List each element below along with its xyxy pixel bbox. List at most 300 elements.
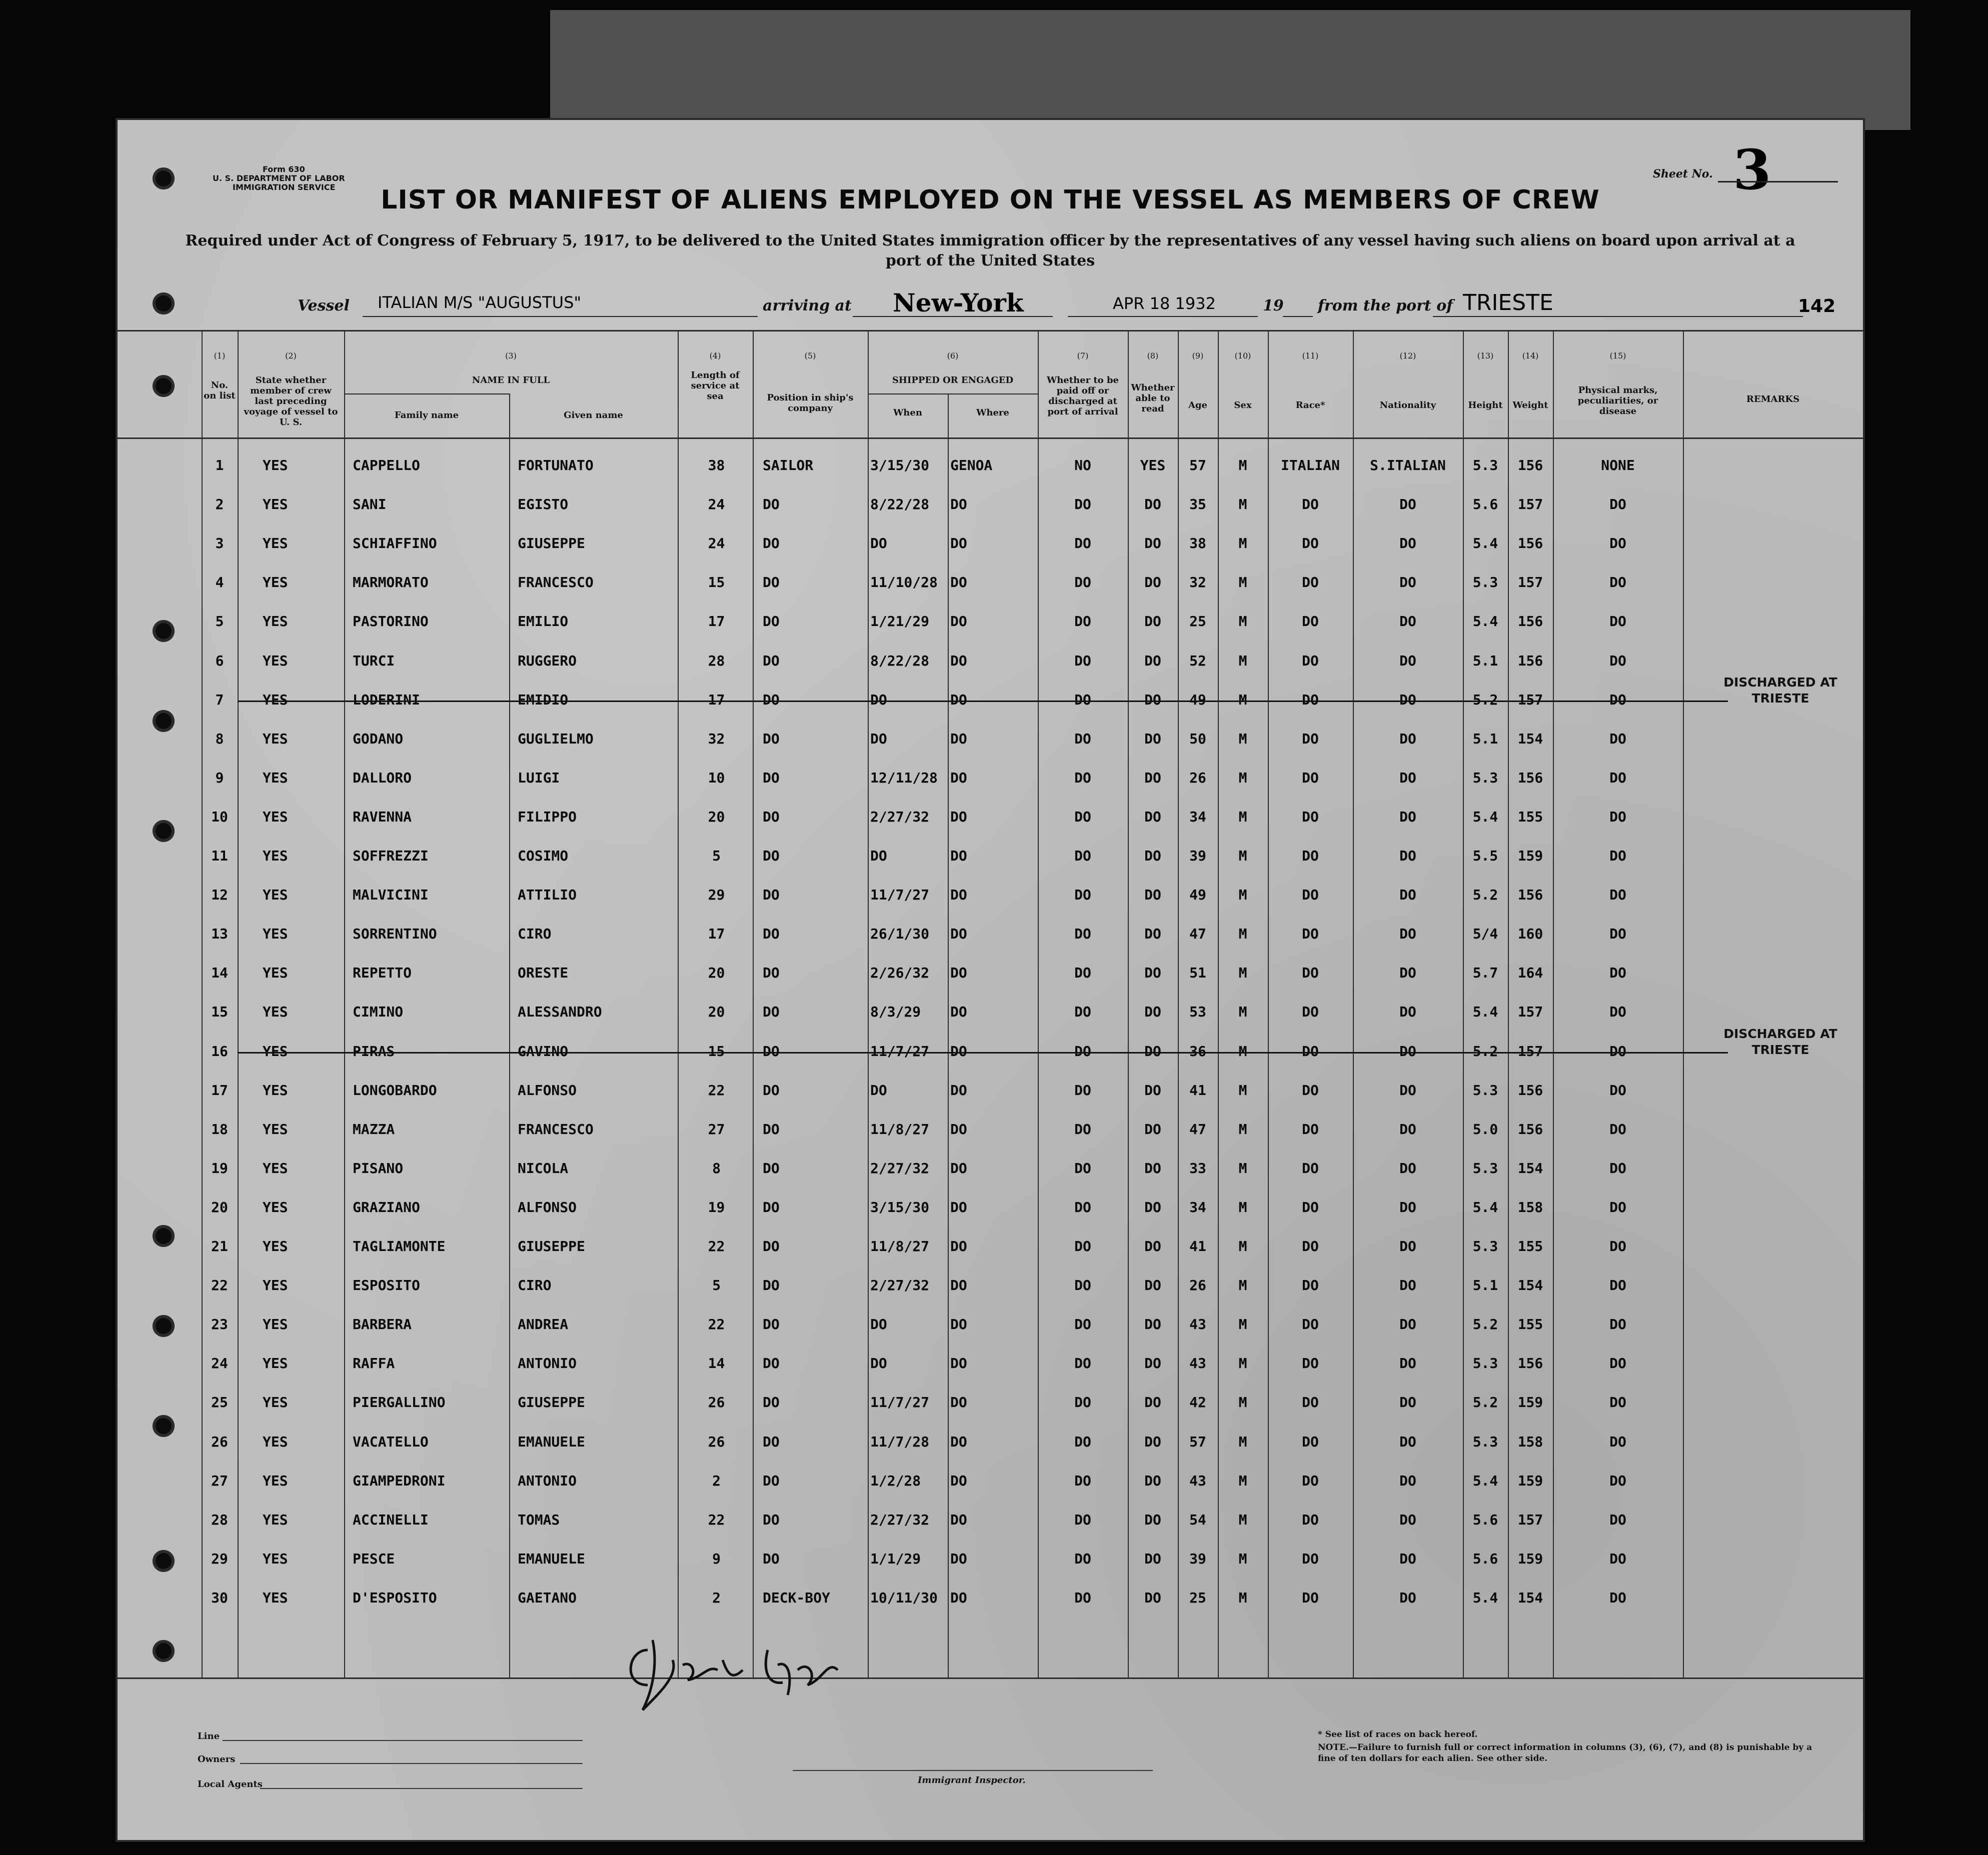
sheet-number-label: Sheet No. (1653, 168, 1713, 180)
sex: M (1238, 808, 1247, 825)
height: 5.3 (1472, 1355, 1498, 1372)
given-name: RUGGERO (518, 652, 577, 669)
engaged-when: 1/21/29 (870, 613, 930, 630)
from-port-label: from the port of (1318, 297, 1453, 314)
paid-off: DO (1074, 1238, 1091, 1254)
family-name: MARMORATO (353, 574, 429, 590)
nationality: DO (1399, 1472, 1416, 1489)
col-number: (13) (1477, 351, 1494, 360)
able-to-read: DO (1144, 1512, 1161, 1528)
row-number: 24 (211, 1355, 228, 1372)
service-length: 2 (712, 1590, 721, 1606)
given-name: NICOLA (518, 1160, 569, 1176)
weight: 158 (1517, 1434, 1543, 1450)
age: 47 (1189, 1121, 1206, 1138)
row-number: 6 (215, 652, 224, 669)
height: 5.0 (1472, 1121, 1498, 1138)
row-number: 10 (211, 808, 228, 825)
height: 5.4 (1472, 1004, 1498, 1020)
race: DO (1302, 808, 1319, 825)
age: 41 (1189, 1082, 1206, 1098)
family-name: CAPPELLO (353, 457, 420, 474)
service-length: 29 (708, 886, 725, 903)
physical-marks: DO (1609, 692, 1626, 708)
engaged-when: 1/1/29 (870, 1550, 921, 1567)
race: DO (1302, 1394, 1319, 1410)
sex: M (1238, 1316, 1247, 1332)
sex: M (1238, 1199, 1247, 1216)
height: 5.1 (1472, 1277, 1498, 1294)
age: 41 (1189, 1238, 1206, 1254)
nationality: DO (1399, 964, 1416, 981)
able-to-read: DO (1144, 1590, 1161, 1606)
height: 5.2 (1472, 1316, 1498, 1332)
physical-marks: DO (1609, 496, 1626, 512)
able-to-read: DO (1144, 1550, 1161, 1567)
physical-marks: DO (1609, 1160, 1626, 1176)
age: 33 (1189, 1160, 1206, 1176)
weight: 156 (1517, 1082, 1543, 1098)
race: DO (1302, 1238, 1319, 1254)
row-number: 18 (211, 1121, 228, 1138)
engaged-where: DO (950, 652, 967, 669)
nationality: DO (1399, 1121, 1416, 1138)
given-name: EMANUELE (518, 1550, 585, 1567)
ship-position: DECK-BOY (763, 1590, 830, 1606)
col-header-paid-off: Whether to be paid off or discharged at port of arrival (1047, 375, 1119, 417)
physical-marks: DO (1609, 964, 1626, 981)
physical-marks: DO (1609, 1550, 1626, 1567)
engaged-where: DO (950, 1121, 967, 1138)
prev-voyage: YES (263, 692, 288, 708)
prev-voyage: YES (263, 1590, 288, 1606)
service-length: 9 (712, 1550, 721, 1567)
col-header-height: Height (1468, 400, 1503, 410)
race: DO (1302, 730, 1319, 747)
engaged-where: DO (950, 1355, 967, 1372)
row-number: 27 (211, 1472, 228, 1489)
race: DO (1302, 964, 1319, 981)
row-number: 9 (215, 770, 224, 786)
col-header-able-to-read: Whether able to read (1131, 382, 1175, 414)
race: DO (1302, 1472, 1319, 1489)
able-to-read: DO (1144, 574, 1161, 590)
paid-off: DO (1074, 1394, 1091, 1410)
physical-marks: DO (1609, 1355, 1626, 1372)
engaged-when: DO (870, 692, 887, 708)
race: ITALIAN (1280, 457, 1340, 474)
physical-marks: DO (1609, 652, 1626, 669)
nationality: DO (1399, 1082, 1416, 1098)
prev-voyage: YES (263, 1199, 288, 1216)
sex: M (1238, 1004, 1247, 1020)
age: 49 (1189, 886, 1206, 903)
height: 5.2 (1472, 886, 1498, 903)
family-name: CIMINO (353, 1004, 404, 1020)
able-to-read: DO (1144, 1472, 1161, 1489)
prev-voyage: YES (263, 1238, 288, 1254)
age: 50 (1189, 730, 1206, 747)
service-length: 38 (708, 457, 725, 474)
prev-voyage: YES (263, 1355, 288, 1372)
sex: M (1238, 652, 1247, 669)
prev-voyage: YES (263, 652, 288, 669)
prev-voyage: YES (263, 1472, 288, 1489)
service-length: 20 (708, 964, 725, 981)
sex: M (1238, 1121, 1247, 1138)
able-to-read: DO (1144, 535, 1161, 552)
given-name: ORESTE (518, 964, 569, 981)
age: 25 (1189, 1590, 1206, 1606)
prev-voyage: YES (263, 1043, 288, 1060)
row-remark: DISCHARGED AT TRIESTE (1723, 1026, 1837, 1057)
physical-marks: DO (1609, 886, 1626, 903)
prev-voyage: YES (263, 886, 288, 903)
inspector-signature (618, 1630, 878, 1720)
col-header-where: Where (976, 408, 1009, 418)
service-length: 26 (708, 1394, 725, 1410)
age: 57 (1189, 457, 1206, 474)
given-name: ANDREA (518, 1316, 569, 1332)
engaged-where: DO (950, 1160, 967, 1176)
able-to-read: DO (1144, 1082, 1161, 1098)
nationality: DO (1399, 1199, 1416, 1216)
ship-position: DO (763, 1082, 780, 1098)
given-name: FILIPPO (518, 808, 577, 825)
engaged-when: 12/11/28 (870, 770, 938, 786)
col-number: (2) (285, 351, 297, 360)
height: 5.3 (1472, 1082, 1498, 1098)
race: DO (1302, 1082, 1319, 1098)
col-header-no: No. on list (204, 380, 236, 401)
row-number: 29 (211, 1550, 228, 1567)
race: DO (1302, 886, 1319, 903)
sex: M (1238, 496, 1247, 512)
race: DO (1302, 848, 1319, 864)
ship-position: DO (763, 1550, 780, 1567)
family-name: LODERINI (353, 692, 420, 708)
height: 5.3 (1472, 770, 1498, 786)
row-number: 15 (211, 1004, 228, 1020)
manifest-sheet (118, 120, 1863, 1840)
nationality: S.ITALIAN (1370, 457, 1446, 474)
weight: 159 (1517, 848, 1543, 864)
race: DO (1302, 1277, 1319, 1294)
col-number: (5) (804, 351, 816, 360)
row-strikethrough (238, 700, 1728, 702)
row-number: 5 (215, 613, 224, 630)
nationality: DO (1399, 1512, 1416, 1528)
arrival-port: New-York (893, 288, 1024, 318)
family-name: PESCE (353, 1550, 395, 1567)
weight: 157 (1517, 1512, 1543, 1528)
prev-voyage: YES (263, 1434, 288, 1450)
engaged-when: DO (870, 1316, 887, 1332)
service-length: 22 (708, 1316, 725, 1332)
family-name: SCHIAFFINO (353, 535, 437, 552)
family-name: TURCI (353, 652, 395, 669)
weight: 155 (1517, 1238, 1543, 1254)
paid-off: DO (1074, 848, 1091, 864)
prev-voyage: YES (263, 808, 288, 825)
engaged-where: DO (950, 926, 967, 942)
able-to-read: YES (1140, 457, 1166, 474)
sex: M (1238, 1434, 1247, 1450)
nationality: DO (1399, 1004, 1416, 1020)
ship-position: DO (763, 1160, 780, 1176)
year-label: 19 (1263, 297, 1284, 314)
sex: M (1238, 886, 1247, 903)
family-name: GIAMPEDRONI (353, 1472, 446, 1489)
service-length: 15 (708, 574, 725, 590)
race: DO (1302, 1004, 1319, 1020)
weight: 156 (1517, 1355, 1543, 1372)
family-name: BARBERA (353, 1316, 412, 1332)
ship-position: DO (763, 1512, 780, 1528)
physical-marks: DO (1609, 770, 1626, 786)
prev-voyage: YES (263, 1082, 288, 1098)
height: 5.2 (1472, 692, 1498, 708)
signature-text (878, 1705, 882, 1706)
able-to-read: DO (1144, 808, 1161, 825)
row-number: 2 (215, 496, 224, 512)
ship-position: DO (763, 964, 780, 981)
paid-off: DO (1074, 1004, 1091, 1020)
height: 5.1 (1472, 730, 1498, 747)
race: DO (1302, 1550, 1319, 1567)
service-length: 15 (708, 1043, 725, 1060)
age: 42 (1189, 1394, 1206, 1410)
ship-position: DO (763, 770, 780, 786)
race: DO (1302, 613, 1319, 630)
paid-off: DO (1074, 1277, 1091, 1294)
engaged-where: DO (950, 1043, 967, 1060)
ship-position: DO (763, 1238, 780, 1254)
race-note: * See list of races on back hereof. (1318, 1730, 1478, 1740)
underlying-page (550, 10, 1910, 130)
able-to-read: DO (1144, 1277, 1161, 1294)
row-number: 20 (211, 1199, 228, 1216)
physical-marks: DO (1609, 926, 1626, 942)
age: 43 (1189, 1472, 1206, 1489)
ship-position: DO (763, 730, 780, 747)
paid-off: DO (1074, 692, 1091, 708)
ship-position: DO (763, 1121, 780, 1138)
age: 39 (1189, 848, 1206, 864)
col-header-position: Position in ship's company (767, 392, 854, 414)
age: 47 (1189, 926, 1206, 942)
race: DO (1302, 1512, 1319, 1528)
row-number: 11 (211, 848, 228, 864)
engaged-when: DO (870, 1082, 887, 1098)
able-to-read: DO (1144, 1238, 1161, 1254)
service-length: 27 (708, 1121, 725, 1138)
physical-marks: DO (1609, 730, 1626, 747)
age: 53 (1189, 1004, 1206, 1020)
weight: 164 (1517, 964, 1543, 981)
engaged-where: GENOA (950, 457, 993, 474)
family-name: ACCINELLI (353, 1512, 429, 1528)
weight: 157 (1517, 692, 1543, 708)
given-name: EMANUELE (518, 1434, 585, 1450)
race: DO (1302, 1043, 1319, 1060)
engaged-when: 3/15/30 (870, 457, 930, 474)
family-name: GRAZIANO (353, 1199, 420, 1216)
service-length: 24 (708, 535, 725, 552)
paid-off: DO (1074, 1199, 1091, 1216)
nationality: DO (1399, 848, 1416, 864)
row-number: 16 (211, 1043, 228, 1060)
physical-marks: DO (1609, 1316, 1626, 1332)
family-name: REPETTO (353, 964, 412, 981)
engaged-when: DO (870, 848, 887, 864)
col-header-age: Age (1188, 400, 1207, 410)
age: 26 (1189, 770, 1206, 786)
paid-off: DO (1074, 1043, 1091, 1060)
engaged-where: DO (950, 1512, 967, 1528)
engaged-where: DO (950, 848, 967, 864)
age: 43 (1189, 1355, 1206, 1372)
engaged-where: DO (950, 1277, 967, 1294)
family-name: GODANO (353, 730, 404, 747)
able-to-read: DO (1144, 848, 1161, 864)
weight: 158 (1517, 1199, 1543, 1216)
engaged-where: DO (950, 574, 967, 590)
engaged-when: 2/27/32 (870, 808, 930, 825)
prev-voyage: YES (263, 1160, 288, 1176)
ship-position: DO (763, 652, 780, 669)
vessel-label: Vessel (298, 297, 350, 314)
engaged-where: DO (950, 770, 967, 786)
given-name: GUGLIELMO (518, 730, 594, 747)
col-number: (9) (1192, 351, 1204, 360)
sex: M (1238, 1043, 1247, 1060)
engaged-when: 11/7/28 (870, 1434, 930, 1450)
paid-off: DO (1074, 1355, 1091, 1372)
col-header-family-name: Family name (394, 410, 459, 420)
sex: M (1238, 1355, 1247, 1372)
given-name: EMIDIO (518, 692, 569, 708)
engaged-when: 8/3/29 (870, 1004, 921, 1020)
weight: 156 (1517, 535, 1543, 552)
able-to-read: DO (1144, 652, 1161, 669)
nationality: DO (1399, 652, 1416, 669)
service-length: 17 (708, 926, 725, 942)
service-length: 14 (708, 1355, 725, 1372)
paid-off: DO (1074, 574, 1091, 590)
engaged-when: 10/11/30 (870, 1590, 938, 1606)
sex: M (1238, 613, 1247, 630)
engaged-when: 2/27/32 (870, 1277, 930, 1294)
nationality: DO (1399, 1355, 1416, 1372)
age: 52 (1189, 652, 1206, 669)
family-name: RAVENNA (353, 808, 412, 825)
row-number: 8 (215, 730, 224, 747)
engaged-where: DO (950, 1394, 967, 1410)
weight: 156 (1517, 770, 1543, 786)
col-number: (7) (1077, 351, 1089, 360)
engaged-where: DO (950, 1004, 967, 1020)
race: DO (1302, 1121, 1319, 1138)
race: DO (1302, 574, 1319, 590)
family-name: D'ESPOSITO (353, 1590, 437, 1606)
family-name: SOFFREZZI (353, 848, 429, 864)
row-number: 21 (211, 1238, 228, 1254)
nationality: DO (1399, 613, 1416, 630)
prev-voyage: YES (263, 1512, 288, 1528)
row-number: 14 (211, 964, 228, 981)
col-header-sex: Sex (1234, 400, 1252, 410)
engaged-when: 11/7/27 (870, 886, 930, 903)
engaged-where: DO (950, 1472, 967, 1489)
physical-marks: DO (1609, 1472, 1626, 1489)
paid-off: DO (1074, 613, 1091, 630)
ship-position: DO (763, 1004, 780, 1020)
height: 5.3 (1472, 1160, 1498, 1176)
arrival-date-stamp: APR 18 1932 (1113, 294, 1216, 313)
col-header-race: Race* (1295, 400, 1325, 410)
nationality: DO (1399, 1277, 1416, 1294)
able-to-read: DO (1144, 1434, 1161, 1450)
nationality: DO (1399, 1434, 1416, 1450)
engaged-when: 2/26/32 (870, 964, 930, 981)
row-number: 17 (211, 1082, 228, 1098)
given-name: GIUSEPPE (518, 1394, 585, 1410)
col-number: (15) (1609, 351, 1626, 360)
able-to-read: DO (1144, 692, 1161, 708)
sex: M (1238, 964, 1247, 981)
ship-position: DO (763, 1043, 780, 1060)
weight: 155 (1517, 808, 1543, 825)
sex: M (1238, 848, 1247, 864)
weight: 154 (1517, 730, 1543, 747)
col-number: (1) (214, 351, 226, 360)
nationality: DO (1399, 496, 1416, 512)
age: 39 (1189, 1550, 1206, 1567)
prev-voyage: YES (263, 613, 288, 630)
agents-label: Local Agents (198, 1779, 263, 1790)
engaged-when: 8/22/28 (870, 496, 930, 512)
race: DO (1302, 652, 1319, 669)
row-number: 28 (211, 1512, 228, 1528)
race: DO (1302, 770, 1319, 786)
col-header-name: NAME IN FULL (472, 375, 550, 386)
service-length: 20 (708, 808, 725, 825)
engaged-where: DO (950, 1082, 967, 1098)
arriving-label: arriving at (763, 297, 852, 314)
height: 5.3 (1472, 1238, 1498, 1254)
height: 5.4 (1472, 613, 1498, 630)
given-name: FORTUNATO (518, 457, 594, 474)
prev-voyage: YES (263, 1316, 288, 1332)
row-number: 3 (215, 535, 224, 552)
engaged-where: DO (950, 1434, 967, 1450)
physical-marks: DO (1609, 1238, 1626, 1254)
weight: 159 (1517, 1550, 1543, 1567)
able-to-read: DO (1144, 1199, 1161, 1216)
race: DO (1302, 1160, 1319, 1176)
given-name: GIUSEPPE (518, 535, 585, 552)
family-name: PIRAS (353, 1043, 395, 1060)
prev-voyage: YES (263, 926, 288, 942)
age: 51 (1189, 964, 1206, 981)
nationality: DO (1399, 1394, 1416, 1410)
col-header-service: Length of service at sea (691, 370, 740, 402)
race: DO (1302, 1355, 1319, 1372)
sex: M (1238, 574, 1247, 590)
prev-voyage: YES (263, 1277, 288, 1294)
able-to-read: DO (1144, 1355, 1161, 1372)
